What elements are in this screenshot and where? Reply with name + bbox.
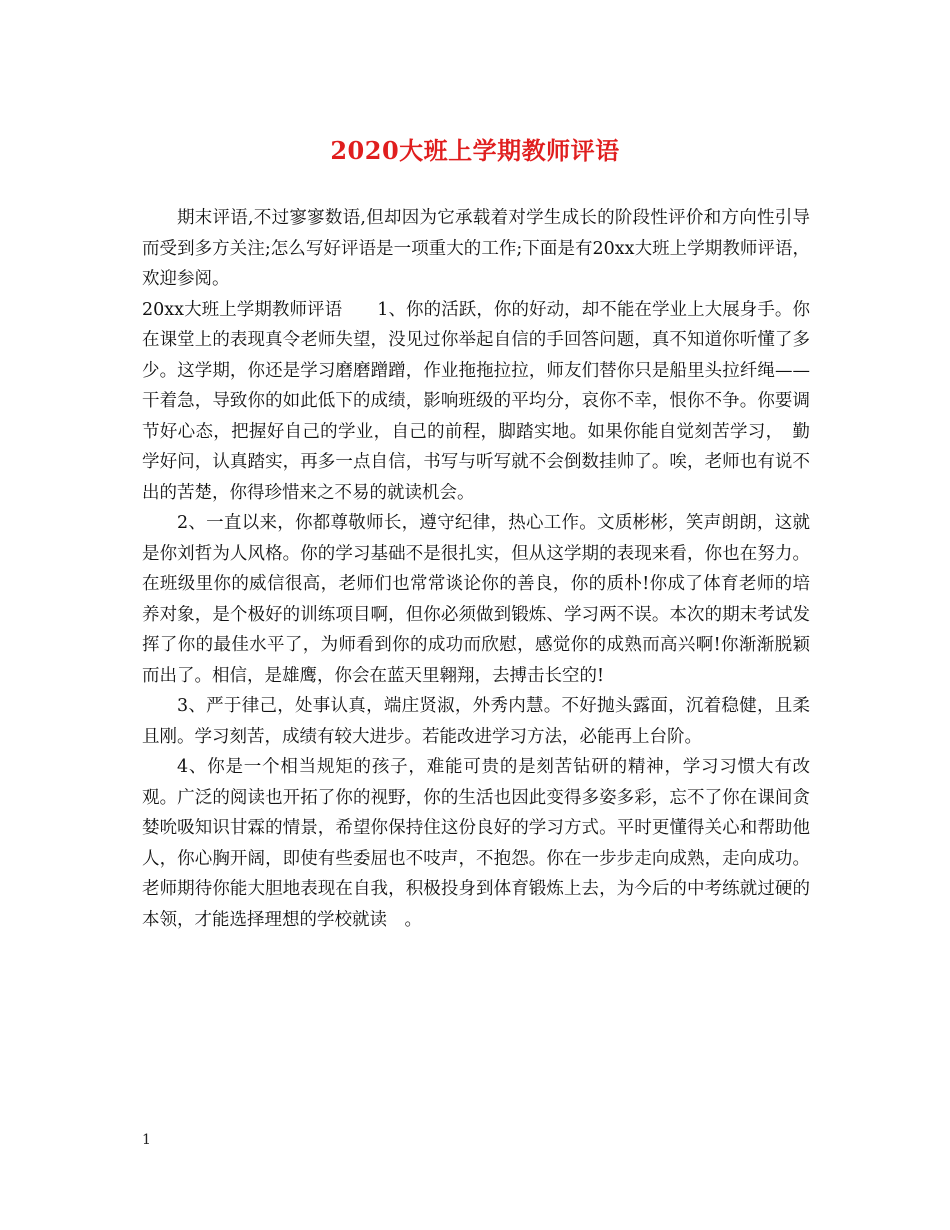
paragraph-comment-2: 2、一直以来，你都尊敬师长，遵守纪律，热心工作。文质彬彬，笑声朗朗，这就是你刘哲为人风格。你的学习基础不是很扎实，但从这学期的表现来看，你也在努力。在班级里你的威信很高，老师们也常常谈论你的善良，你的质朴!你成了体育老师的培养对象，是个极好的训练项目啊，但你必须做到锻炼、学习两不误。本次的期末考试发挥了你的最佳水平了，为师看到你的成功而欣慰，感觉你的成熟而高兴啊!你渐渐脱颖而出了。相信，是雄鹰，你会在蓝天里翱翔，去搏击长空的! (142, 513, 810, 686)
page-number: 1 (142, 1132, 151, 1148)
paragraph-comment-4: 4、你是一个相当规矩的孩子，难能可贵的是刻苦钻研的精神，学习习惯大有改观。广泛的阅读也开拓了你的视野，你的生活也因此变得多姿多彩，忘不了你在课间贪婪吮吸知识甘霖的情景，希望你保持住这份良好的学习方式。平时更懂得关心和帮助他人，你心胸开阔，即使有些委屈也不吱声，不抱怨。你在一步步走向成熟，走向成功。老师期待你能大胆地表现在自我，积极投身到体育锻炼上去，为今后的中考练就过硬的本领，才能选择理想的学校就读 。 (142, 757, 810, 930)
document-title: 2020大班上学期教师评语 (330, 136, 620, 165)
paragraph-comment-1: 20xx大班上学期教师评语 1、你的活跃，你的好动，却不能在学业上大展身手。你在课堂上的表现真令老师失望，没见过你举起自信的手回答问题，真不知道你听懂了多少。这学期，你还是学习磨磨蹭蹭，作业拖拖拉拉，师友们替你只是船里头拉纤绳——干着急，导致你的如此低下的成绩，影响班级的平均分，哀你不幸，恨你不争。你要调节好心态，把握好自己的学业，自己的前程，脚踏实地。如果你能自觉刻苦学习， 勤学好问，认真踏实，再多一点自信，书写与听写就不会倒数挂帅了。唉，老师也有说不出的苦楚，你得珍惜来之不易的就读机会。 (142, 299, 810, 503)
paragraph-intro: 期末评语,不过寥寥数语,但却因为它承载着对学生成长的阶段性评价和方向性引导而受到多方关注;怎么写好评语是一项重大的工作;下面是有20xx大班上学期教师评语，欢迎参阅。 (142, 208, 810, 289)
paragraph-comment-3: 3、严于律己，处事认真，端庄贤淑，外秀内慧。不好抛头露面，沉着稳健，且柔且刚。学习刻苦，成绩有较大进步。若能改进学习方法，必能再上台阶。 (142, 696, 810, 747)
document-body (142, 203, 810, 935)
